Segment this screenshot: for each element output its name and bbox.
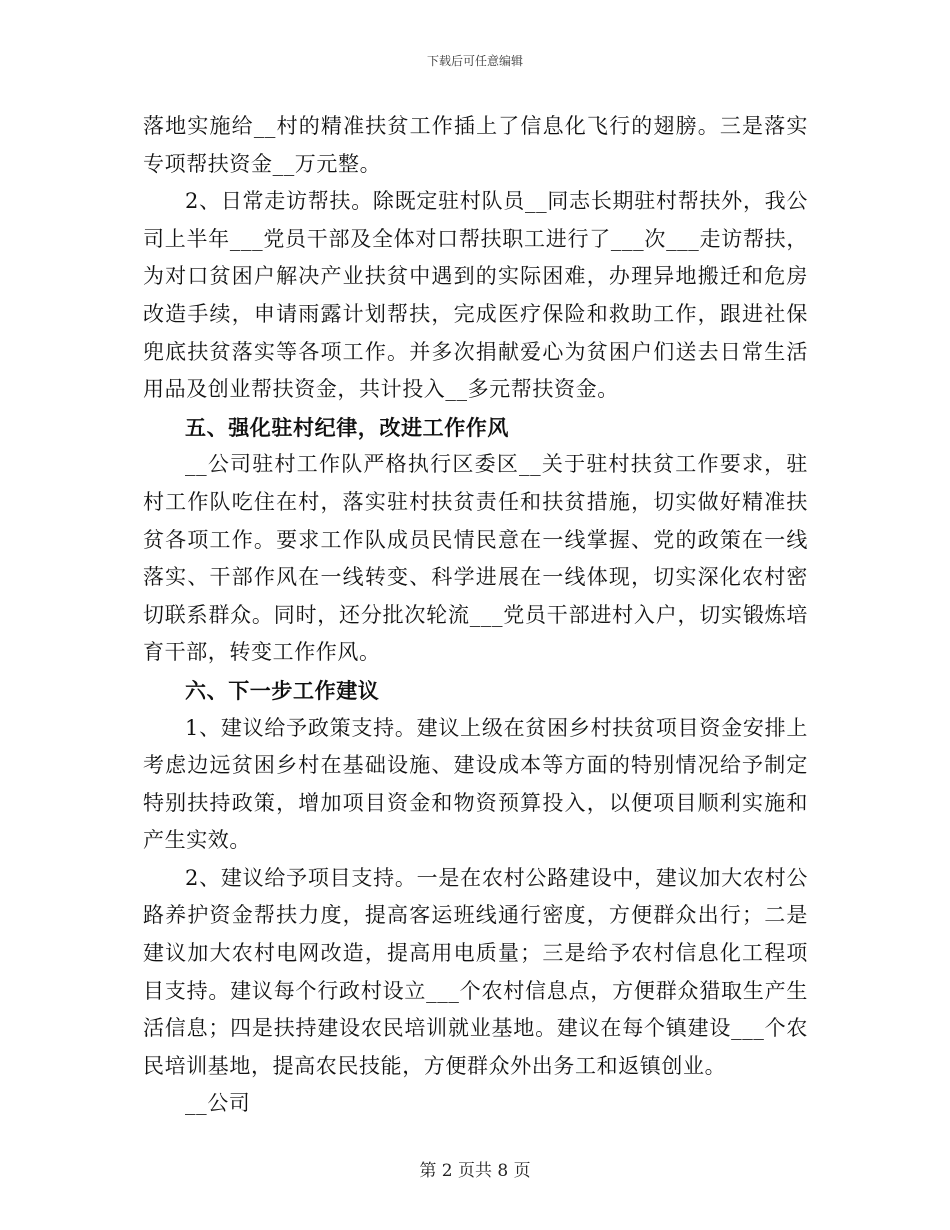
section-heading-5: 五、强化驻村纪律，改进工作作风 — [185, 414, 509, 440]
paragraph-discipline: __公司驻村工作队严格执行区委区__关于驻村扶贫工作要求，驻村工作队吃住在村，落实驻村扶贫责任和扶贫措施，切实做好精准扶贫各项工作。要求工作队成员民情民意在一线掌握、党的政策在一线落实、干部作风在一线转变、科学进展在一线体现，切实深化农村密切联系群众。同时，还分批次轮流___党员干部进村入户，切实锻炼培育干部，转变工作作风。 — [143, 452, 808, 665]
paragraph-daily-visits: 2、日常走访帮扶。除既定驻村队员__同志长期驻村帮扶外，我公司上半年___党员干部及全体对口帮扶职工进行了___次___走访帮扶，为对口贫困户解决产业扶贫中遇到的实际困难，办理异地搬迁和危房改造手续，申请雨露计划帮扶，完成医疗保险和救助工作，跟进社保兜底扶贫落实等各项工作。并多次捐献爱心为贫困户们送去日常生活用品及创业帮扶资金，共计投入__多元帮扶资金。 — [143, 189, 808, 402]
paragraph-project-support: 2、建议给予项目支持。一是在农村公路建设中，建议加大农村公路养护资金帮扶力度，提高客运班线通行密度，方便群众出行；二是建议加大农村电网改造，提高用电质量；三是给予农村信息化工程项目支持。建议每个行政村设立___个农村信息点，方便群众猎取生产生活信息；四是扶持建设农民培训就业基地。建议在每个镇建设___个农民培训基地，提高农民技能，方便群众外出务工和返镇创业。 — [143, 865, 808, 1078]
section-heading-6: 六、下一步工作建议 — [185, 677, 380, 703]
paragraph-signature: __公司 — [185, 1091, 251, 1116]
page-header: 下载后可任意编辑 — [426, 54, 523, 68]
document-body — [143, 108, 808, 1123]
paragraph-continuation: 落地实施给__村的精准扶贫工作插上了信息化飞行的翅膀。三是落实专项帮扶资金__万元整。 — [143, 114, 808, 176]
paragraph-policy-support: 1、建议给予政策支持。建议上级在贫困乡村扶贫项目资金安排上考虑边远贫困乡村在基础设施、建设成本等方面的特别情况给予制定特别扶持政策，增加项目资金和物资预算投入，以便项目顺利实施和产生实效。 — [143, 715, 808, 853]
page-footer: 第 2 页共 8 页 — [419, 1161, 531, 1181]
